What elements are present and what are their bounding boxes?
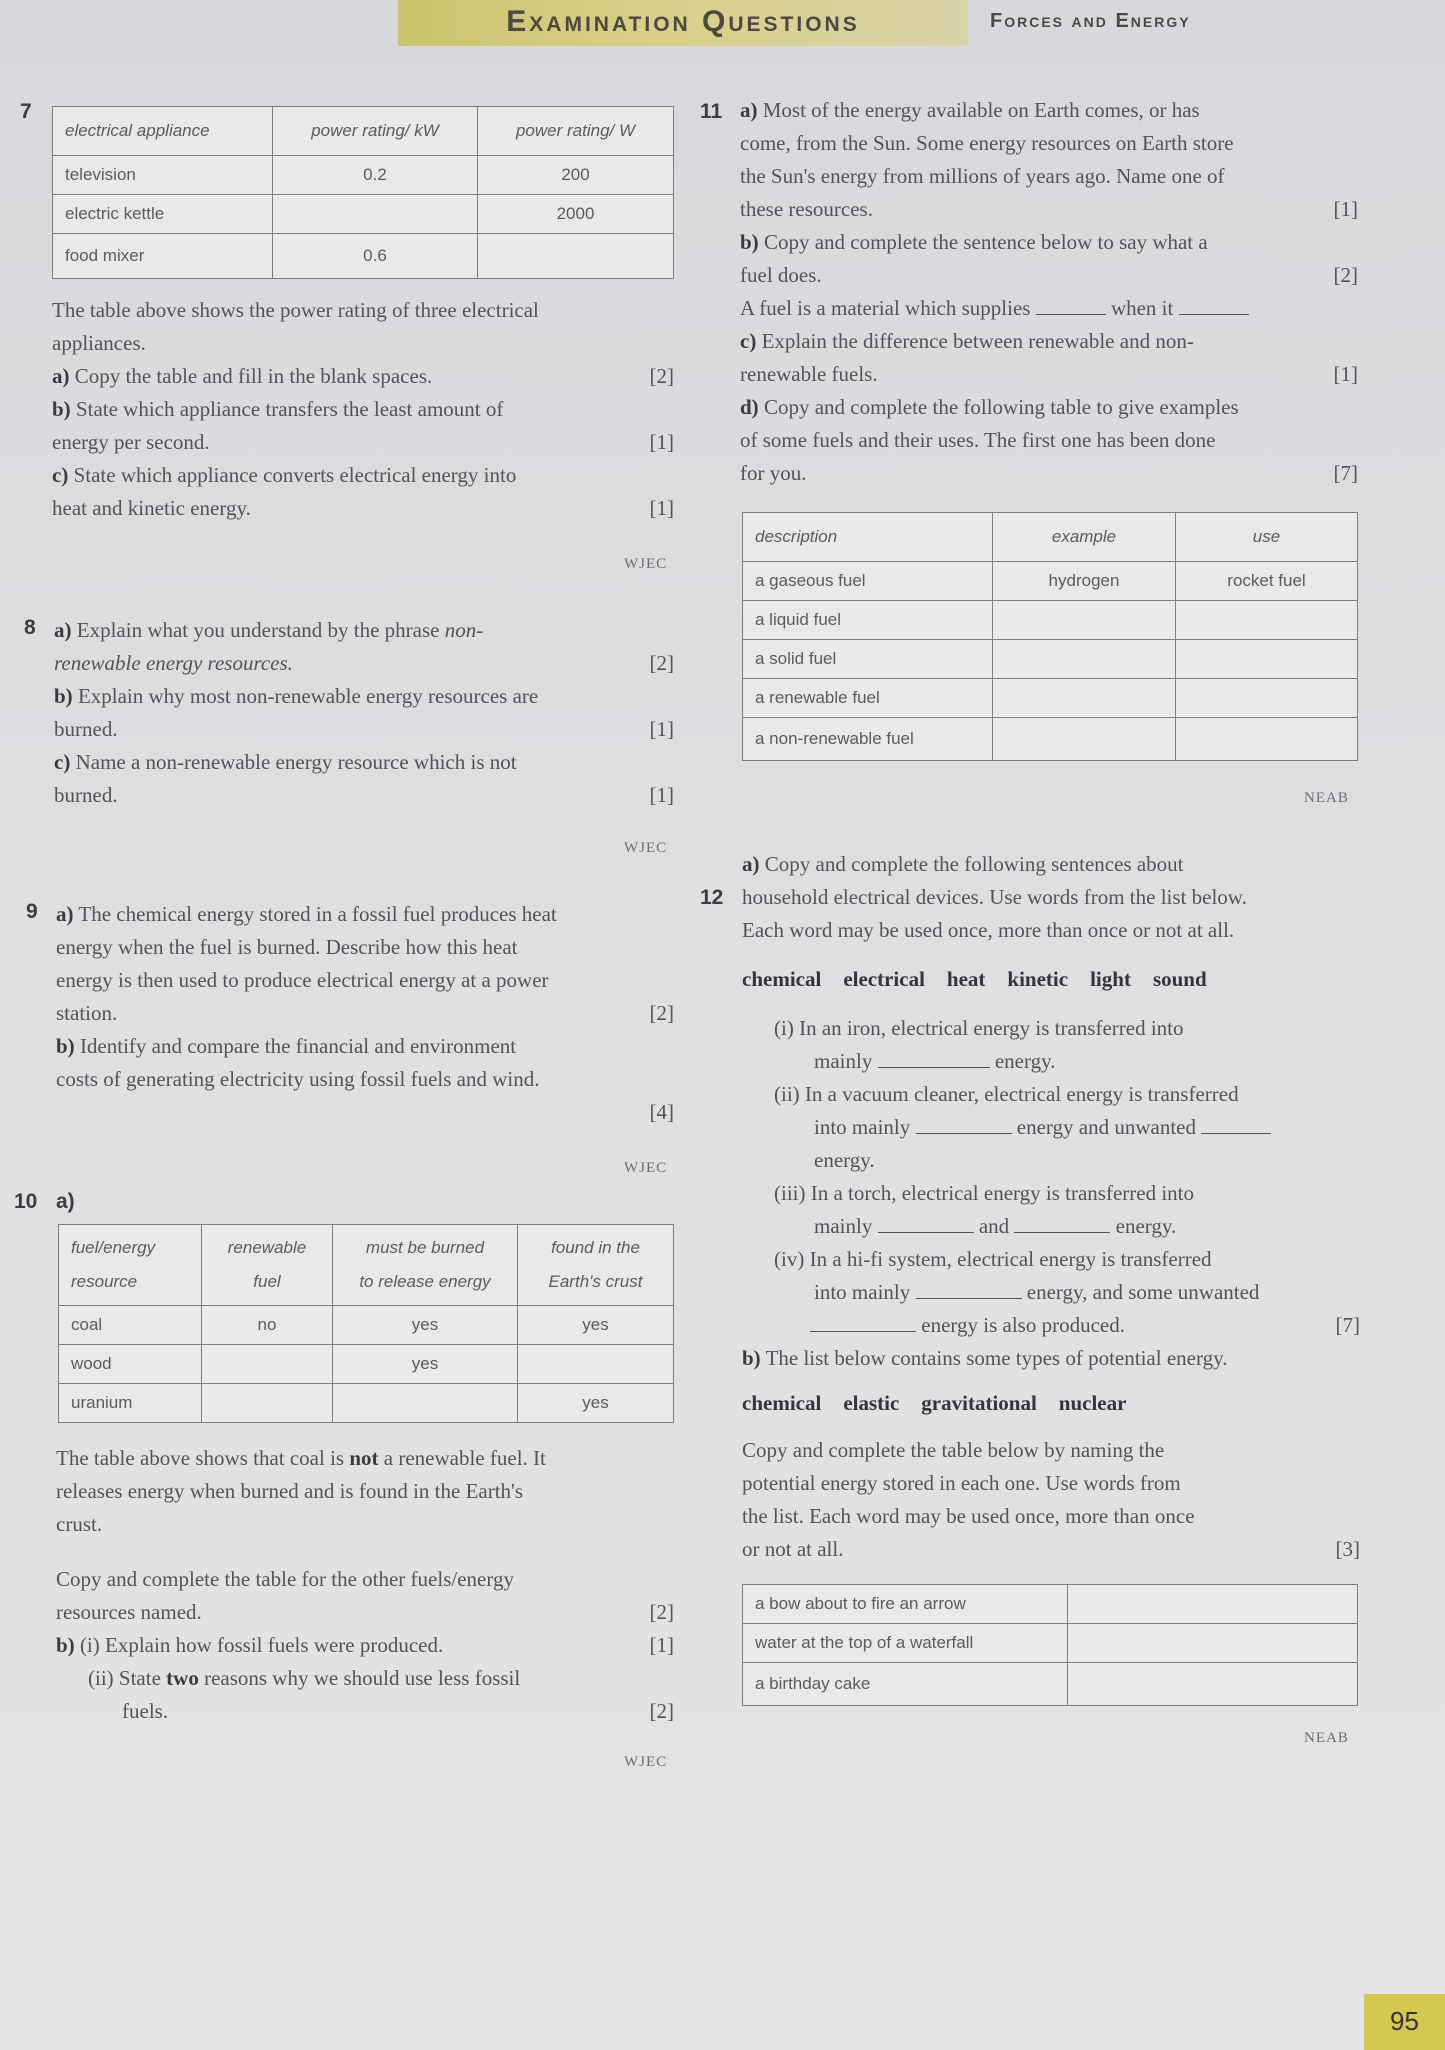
source-label: WJEC <box>624 556 668 572</box>
part-label: b) <box>52 397 71 421</box>
table-cell: a bow about to fire an arrow <box>743 1585 1068 1624</box>
part-a <box>740 94 1358 127</box>
mark: [1] <box>649 496 674 520</box>
text: energy and unwanted <box>1016 1115 1196 1139</box>
table-header-cell: power rating/ W <box>478 107 674 156</box>
part-a <box>54 614 674 647</box>
table-cell: uranium <box>59 1384 202 1423</box>
table-row <box>743 1663 1358 1706</box>
question-9-body <box>56 898 674 1129</box>
part-c-cont <box>52 492 674 525</box>
table-header-cell: description <box>743 513 993 562</box>
part-c-cont <box>54 779 674 812</box>
part-a-cont <box>740 193 1358 226</box>
intro-line: appliances. <box>52 331 146 355</box>
table-header-row <box>743 513 1358 562</box>
word: gravitational <box>921 1391 1037 1415</box>
table-row <box>743 679 1358 718</box>
text: energy. <box>994 1049 1056 1073</box>
part-a-cont: the Sun's energy from millions of years ago. Name one of <box>740 164 1225 188</box>
answer-blank <box>916 1112 1012 1134</box>
word: light <box>1090 967 1131 991</box>
table-cell <box>518 1345 674 1384</box>
fuel-resource-table <box>58 1224 674 1423</box>
part-text: (i) Explain how fossil fuels were produced. <box>79 1633 444 1657</box>
table-cell: 200 <box>478 156 674 195</box>
table-cell: television <box>53 156 273 195</box>
word: elastic <box>843 1391 900 1415</box>
part-c <box>54 746 674 779</box>
source-label: NEAB <box>1304 1730 1349 1746</box>
part-label: b) <box>742 1346 761 1370</box>
source-label: WJEC <box>624 840 668 856</box>
question-12-body <box>742 848 1360 1566</box>
mark: [1] <box>649 430 674 454</box>
part-b-i <box>56 1629 674 1662</box>
table-row <box>53 156 674 195</box>
table-cell <box>1176 679 1358 718</box>
table-cell: 2000 <box>478 195 674 234</box>
part-text: these resources. <box>740 197 873 221</box>
question-number: 12 <box>700 886 724 909</box>
mark: [2] <box>649 1600 674 1624</box>
part-label: c) <box>52 463 69 487</box>
part-b-cont <box>52 426 674 459</box>
paragraph-line: potential energy stored in each one. Use words from <box>742 1471 1181 1495</box>
mark: [7] <box>1335 1313 1360 1337</box>
text: energy is also produced. <box>921 1313 1125 1337</box>
spacer <box>742 1420 1360 1434</box>
item-iv-cont <box>742 1309 1360 1342</box>
header-line: Earth's crust <box>548 1272 643 1291</box>
question-number: 7 <box>20 100 32 123</box>
item-iv: (iv) In a hi-fi system, electrical energy is transferred <box>774 1247 1212 1271</box>
part-text-emphasis: renewable energy resources. <box>54 651 293 675</box>
part-text: Explain why most non-renewable energy resources are <box>77 684 539 708</box>
item-i-cont <box>742 1045 1360 1078</box>
part-text: Copy and complete the following sentences about <box>764 852 1184 876</box>
header-line: must be burned <box>365 1238 485 1257</box>
question-7-body <box>52 294 674 525</box>
table-cell: yes <box>518 1306 674 1345</box>
text: or not at all. <box>742 1537 844 1561</box>
part-b <box>742 1342 1360 1375</box>
item-ii-cont <box>742 1111 1360 1144</box>
part-label: a) <box>56 1190 75 1213</box>
part-text: renewable fuels. <box>740 362 878 386</box>
table-cell: coal <box>59 1306 202 1345</box>
table-row <box>59 1306 674 1345</box>
part-text: fuel does. <box>740 263 822 287</box>
part-label: b) <box>740 230 759 254</box>
table-row <box>53 234 674 279</box>
text: A fuel is a material which supplies <box>740 296 1036 320</box>
paragraph-line <box>742 1533 1360 1566</box>
source-label: WJEC <box>624 1160 668 1176</box>
part-label: a) <box>742 852 760 876</box>
table-row <box>59 1345 674 1384</box>
text: a renewable fuel. It <box>378 1446 546 1470</box>
part-b-cont: costs of generating electricity using fossil fuels and wind. <box>56 1067 540 1091</box>
part-b-cont <box>54 713 674 746</box>
part-c <box>52 459 674 492</box>
part-a <box>56 898 674 931</box>
table-cell: 0.6 <box>273 234 478 279</box>
text: reasons why we should use less fossil <box>198 1666 521 1690</box>
text-bold: not <box>349 1446 379 1470</box>
mark: [4] <box>649 1100 674 1124</box>
part-text: burned. <box>54 717 118 741</box>
table-cell <box>478 234 674 279</box>
text: and <box>978 1214 1010 1238</box>
paragraph-line: the list. Each word may be used once, more than once <box>742 1504 1195 1528</box>
word: kinetic <box>1007 967 1069 991</box>
answer-blank <box>878 1211 974 1233</box>
part-text: Copy and complete the sentence below to say what a <box>763 230 1208 254</box>
mark: [1] <box>1333 362 1358 386</box>
table-header-cell <box>202 1225 333 1306</box>
part-a-cont: come, from the Sun. Some energy resources on Earth store <box>740 131 1234 155</box>
part-label: a) <box>740 98 758 122</box>
part-text: for you. <box>740 461 807 485</box>
header-line: resource <box>71 1272 138 1291</box>
text: mainly <box>814 1049 873 1073</box>
part-d-cont <box>740 457 1358 490</box>
part-label: a) <box>56 902 74 926</box>
mark: [2] <box>649 1001 674 1025</box>
table-cell: a liquid fuel <box>743 601 993 640</box>
fill-sentence <box>740 292 1358 325</box>
table-row <box>743 1585 1358 1624</box>
part-b-cont <box>740 259 1358 292</box>
header-line: found in the <box>551 1238 640 1257</box>
text: when it <box>1105 296 1179 320</box>
item-iii: (iii) In a torch, electrical energy is transferred into <box>774 1181 1195 1205</box>
table-cell: yes <box>333 1345 518 1384</box>
table-cell <box>993 718 1176 761</box>
answer-blank <box>1179 293 1249 315</box>
part-label: b) <box>54 684 73 708</box>
table-cell <box>273 195 478 234</box>
potential-word-list <box>742 1387 1360 1420</box>
word: chemical <box>742 967 822 991</box>
part-b <box>52 393 674 426</box>
table-cell: yes <box>333 1306 518 1345</box>
header-line: to release energy <box>359 1272 491 1291</box>
part-text: Most of the energy available on Earth comes, or has <box>762 98 1200 122</box>
part-c <box>740 325 1358 358</box>
source-label: NEAB <box>1304 790 1349 806</box>
part-a-cont: energy is then used to produce electrical energy at a power <box>56 968 549 992</box>
table-cell <box>1176 718 1358 761</box>
question-number: 11 <box>700 100 723 123</box>
table-row <box>743 1624 1358 1663</box>
table-cell: yes <box>518 1384 674 1423</box>
table-row <box>743 718 1358 761</box>
part-text: Name a non-renewable energy resource which is not <box>75 750 517 774</box>
fuel-examples-table <box>742 512 1358 761</box>
mark: [2] <box>649 364 674 388</box>
header-line: renewable <box>227 1238 307 1257</box>
table-row <box>743 640 1358 679</box>
part-a-cont <box>54 647 674 680</box>
table-cell: no <box>202 1306 333 1345</box>
text: energy. <box>1115 1214 1177 1238</box>
spacer <box>742 996 1360 1012</box>
spacer <box>742 947 1360 963</box>
header-line: fuel/energy <box>71 1238 156 1257</box>
text: resources named. <box>56 1600 202 1624</box>
part-text: station. <box>56 1001 118 1025</box>
answer-blank <box>1036 293 1106 315</box>
answer-blank <box>1201 1112 1271 1134</box>
text: (ii) State <box>88 1666 167 1690</box>
item-ii: (ii) In a vacuum cleaner, electrical energy is transferred <box>774 1082 1239 1106</box>
word: electrical <box>843 967 925 991</box>
table-cell: rocket fuel <box>1176 562 1358 601</box>
page-number: 95 <box>1364 1994 1445 2050</box>
text: energy, and some unwanted <box>1026 1280 1260 1304</box>
item-iii-cont <box>742 1210 1360 1243</box>
page-header-title: Examination Questions <box>506 5 860 38</box>
part-a-cont: Each word may be used once, more than once or not at all. <box>742 918 1235 942</box>
table-cell: water at the top of a waterfall <box>743 1624 1068 1663</box>
table-row <box>59 1384 674 1423</box>
header-line: fuel <box>253 1272 281 1291</box>
word: chemical <box>742 1391 822 1415</box>
question-10-body <box>56 1442 674 1728</box>
spacer <box>56 1541 674 1563</box>
table-cell: 0.2 <box>273 156 478 195</box>
part-label: a) <box>54 618 72 642</box>
answer-blank <box>810 1310 916 1332</box>
table-cell <box>1176 640 1358 679</box>
paragraph-line: releases energy when burned and is found in the Earth's <box>56 1479 524 1503</box>
part-text: Copy the table and fill in the blank spaces. <box>74 364 433 388</box>
word: sound <box>1152 967 1207 991</box>
part-c-cont <box>740 358 1358 391</box>
part-a-cont: energy when the fuel is burned. Describe how this heat <box>56 935 518 959</box>
energy-word-list <box>742 963 1360 996</box>
table-header-cell: use <box>1176 513 1358 562</box>
part-label: a) <box>52 364 70 388</box>
mark: [1] <box>649 783 674 807</box>
part-a-cont: household electrical devices. Use words from the list below. <box>742 885 1247 909</box>
mark: [2] <box>649 1699 674 1723</box>
part-text: State which appliance converts electrical energy into <box>73 463 517 487</box>
mark: [1] <box>1333 197 1358 221</box>
table-row <box>743 601 1358 640</box>
table-cell <box>1176 601 1358 640</box>
part-b-mark <box>56 1096 674 1129</box>
question-11-body <box>740 94 1358 490</box>
potential-energy-table <box>742 1584 1358 1706</box>
table-header-cell: electrical appliance <box>53 107 273 156</box>
paragraph-line: Copy and complete the table below by naming the <box>742 1438 1165 1462</box>
part-text: energy per second. <box>52 430 210 454</box>
paragraph-line <box>56 1596 674 1629</box>
table-cell <box>1068 1624 1358 1663</box>
table-cell: hydrogen <box>993 562 1176 601</box>
table-cell: a gaseous fuel <box>743 562 993 601</box>
question-8-body <box>54 614 674 812</box>
table-cell: a non-renewable fuel <box>743 718 993 761</box>
part-b <box>56 1030 674 1063</box>
mark: [1] <box>649 717 674 741</box>
table-row <box>743 562 1358 601</box>
word: heat <box>946 967 986 991</box>
table-header-cell <box>59 1225 202 1306</box>
part-b <box>740 226 1358 259</box>
text: into mainly <box>814 1115 911 1139</box>
table-cell <box>1068 1663 1358 1706</box>
table-cell <box>202 1345 333 1384</box>
spacer <box>742 1375 1360 1387</box>
part-d-cont: of some fuels and their uses. The first one has been done <box>740 428 1216 452</box>
table-cell: a birthday cake <box>743 1663 1068 1706</box>
part-label: b) <box>56 1034 75 1058</box>
table-cell <box>993 601 1176 640</box>
table-header-row <box>53 107 674 156</box>
part-a <box>52 360 674 393</box>
question-number: 10 <box>14 1190 38 1213</box>
paragraph-line <box>56 1442 674 1475</box>
item-i: (i) In an iron, electrical energy is transferred into <box>774 1016 1184 1040</box>
table-cell: a renewable fuel <box>743 679 993 718</box>
part-d <box>740 391 1358 424</box>
table-header-cell <box>333 1225 518 1306</box>
part-text: Copy and complete the following table to give examples <box>763 395 1239 419</box>
part-text: State which appliance transfers the least amount of <box>75 397 504 421</box>
table-cell <box>993 640 1176 679</box>
part-a-cont <box>56 997 674 1030</box>
answer-blank <box>1014 1211 1110 1233</box>
table-cell: a solid fuel <box>743 640 993 679</box>
item-iv-cont <box>742 1276 1360 1309</box>
part-text: Identify and compare the financial and environment <box>79 1034 517 1058</box>
question-number: 9 <box>26 900 38 923</box>
question-number: 8 <box>24 616 36 639</box>
mark: [3] <box>1335 1537 1360 1561</box>
part-label: d) <box>740 395 759 419</box>
part-text: Explain what you understand by the phrase <box>76 618 445 642</box>
table-cell <box>202 1384 333 1423</box>
table-cell <box>333 1384 518 1423</box>
text: fuels. <box>122 1699 169 1723</box>
table-cell <box>1068 1585 1358 1624</box>
part-text: Explain the difference between renewable and non- <box>761 329 1194 353</box>
table-header-cell: power rating/ kW <box>273 107 478 156</box>
text: mainly <box>814 1214 873 1238</box>
table-cell <box>993 679 1176 718</box>
mark: [2] <box>1333 263 1358 287</box>
part-text: heat and kinetic energy. <box>52 496 251 520</box>
table-row <box>53 195 674 234</box>
text-bold: two <box>166 1666 199 1690</box>
part-label: c) <box>54 750 71 774</box>
answer-blank <box>878 1046 990 1068</box>
mark: [2] <box>649 651 674 675</box>
part-b-ii-cont <box>56 1695 674 1728</box>
text: into mainly <box>814 1280 911 1304</box>
part-label: c) <box>740 329 757 353</box>
text: The table above shows that coal is <box>56 1446 350 1470</box>
part-text: The chemical energy stored in a fossil fuel produces heat <box>78 902 557 926</box>
intro-line: The table above shows the power rating of three electrical <box>52 298 539 322</box>
part-label: b) <box>56 1633 75 1657</box>
paragraph-line: Copy and complete the table for the other fuels/energy <box>56 1567 514 1591</box>
part-a <box>742 848 1360 881</box>
part-b <box>54 680 674 713</box>
mark: [7] <box>1333 461 1358 485</box>
power-rating-table <box>52 106 674 279</box>
word: nuclear <box>1058 1391 1127 1415</box>
table-header-row <box>59 1225 674 1306</box>
paragraph-line: crust. <box>56 1512 103 1536</box>
part-text: burned. <box>54 783 118 807</box>
part-b-ii <box>56 1662 674 1695</box>
answer-blank <box>916 1277 1022 1299</box>
table-cell: food mixer <box>53 234 273 279</box>
table-header-cell <box>518 1225 674 1306</box>
section-title: Forces and Energy <box>990 10 1191 32</box>
mark: [1] <box>649 1633 674 1657</box>
item-ii-cont: energy. <box>814 1148 875 1172</box>
table-cell: wood <box>59 1345 202 1384</box>
table-cell: electric kettle <box>53 195 273 234</box>
source-label: WJEC <box>624 1754 668 1770</box>
part-text-emphasis: non- <box>444 618 484 642</box>
table-header-cell: example <box>993 513 1176 562</box>
part-text: The list below contains some types of potential energy. <box>765 1346 1228 1370</box>
